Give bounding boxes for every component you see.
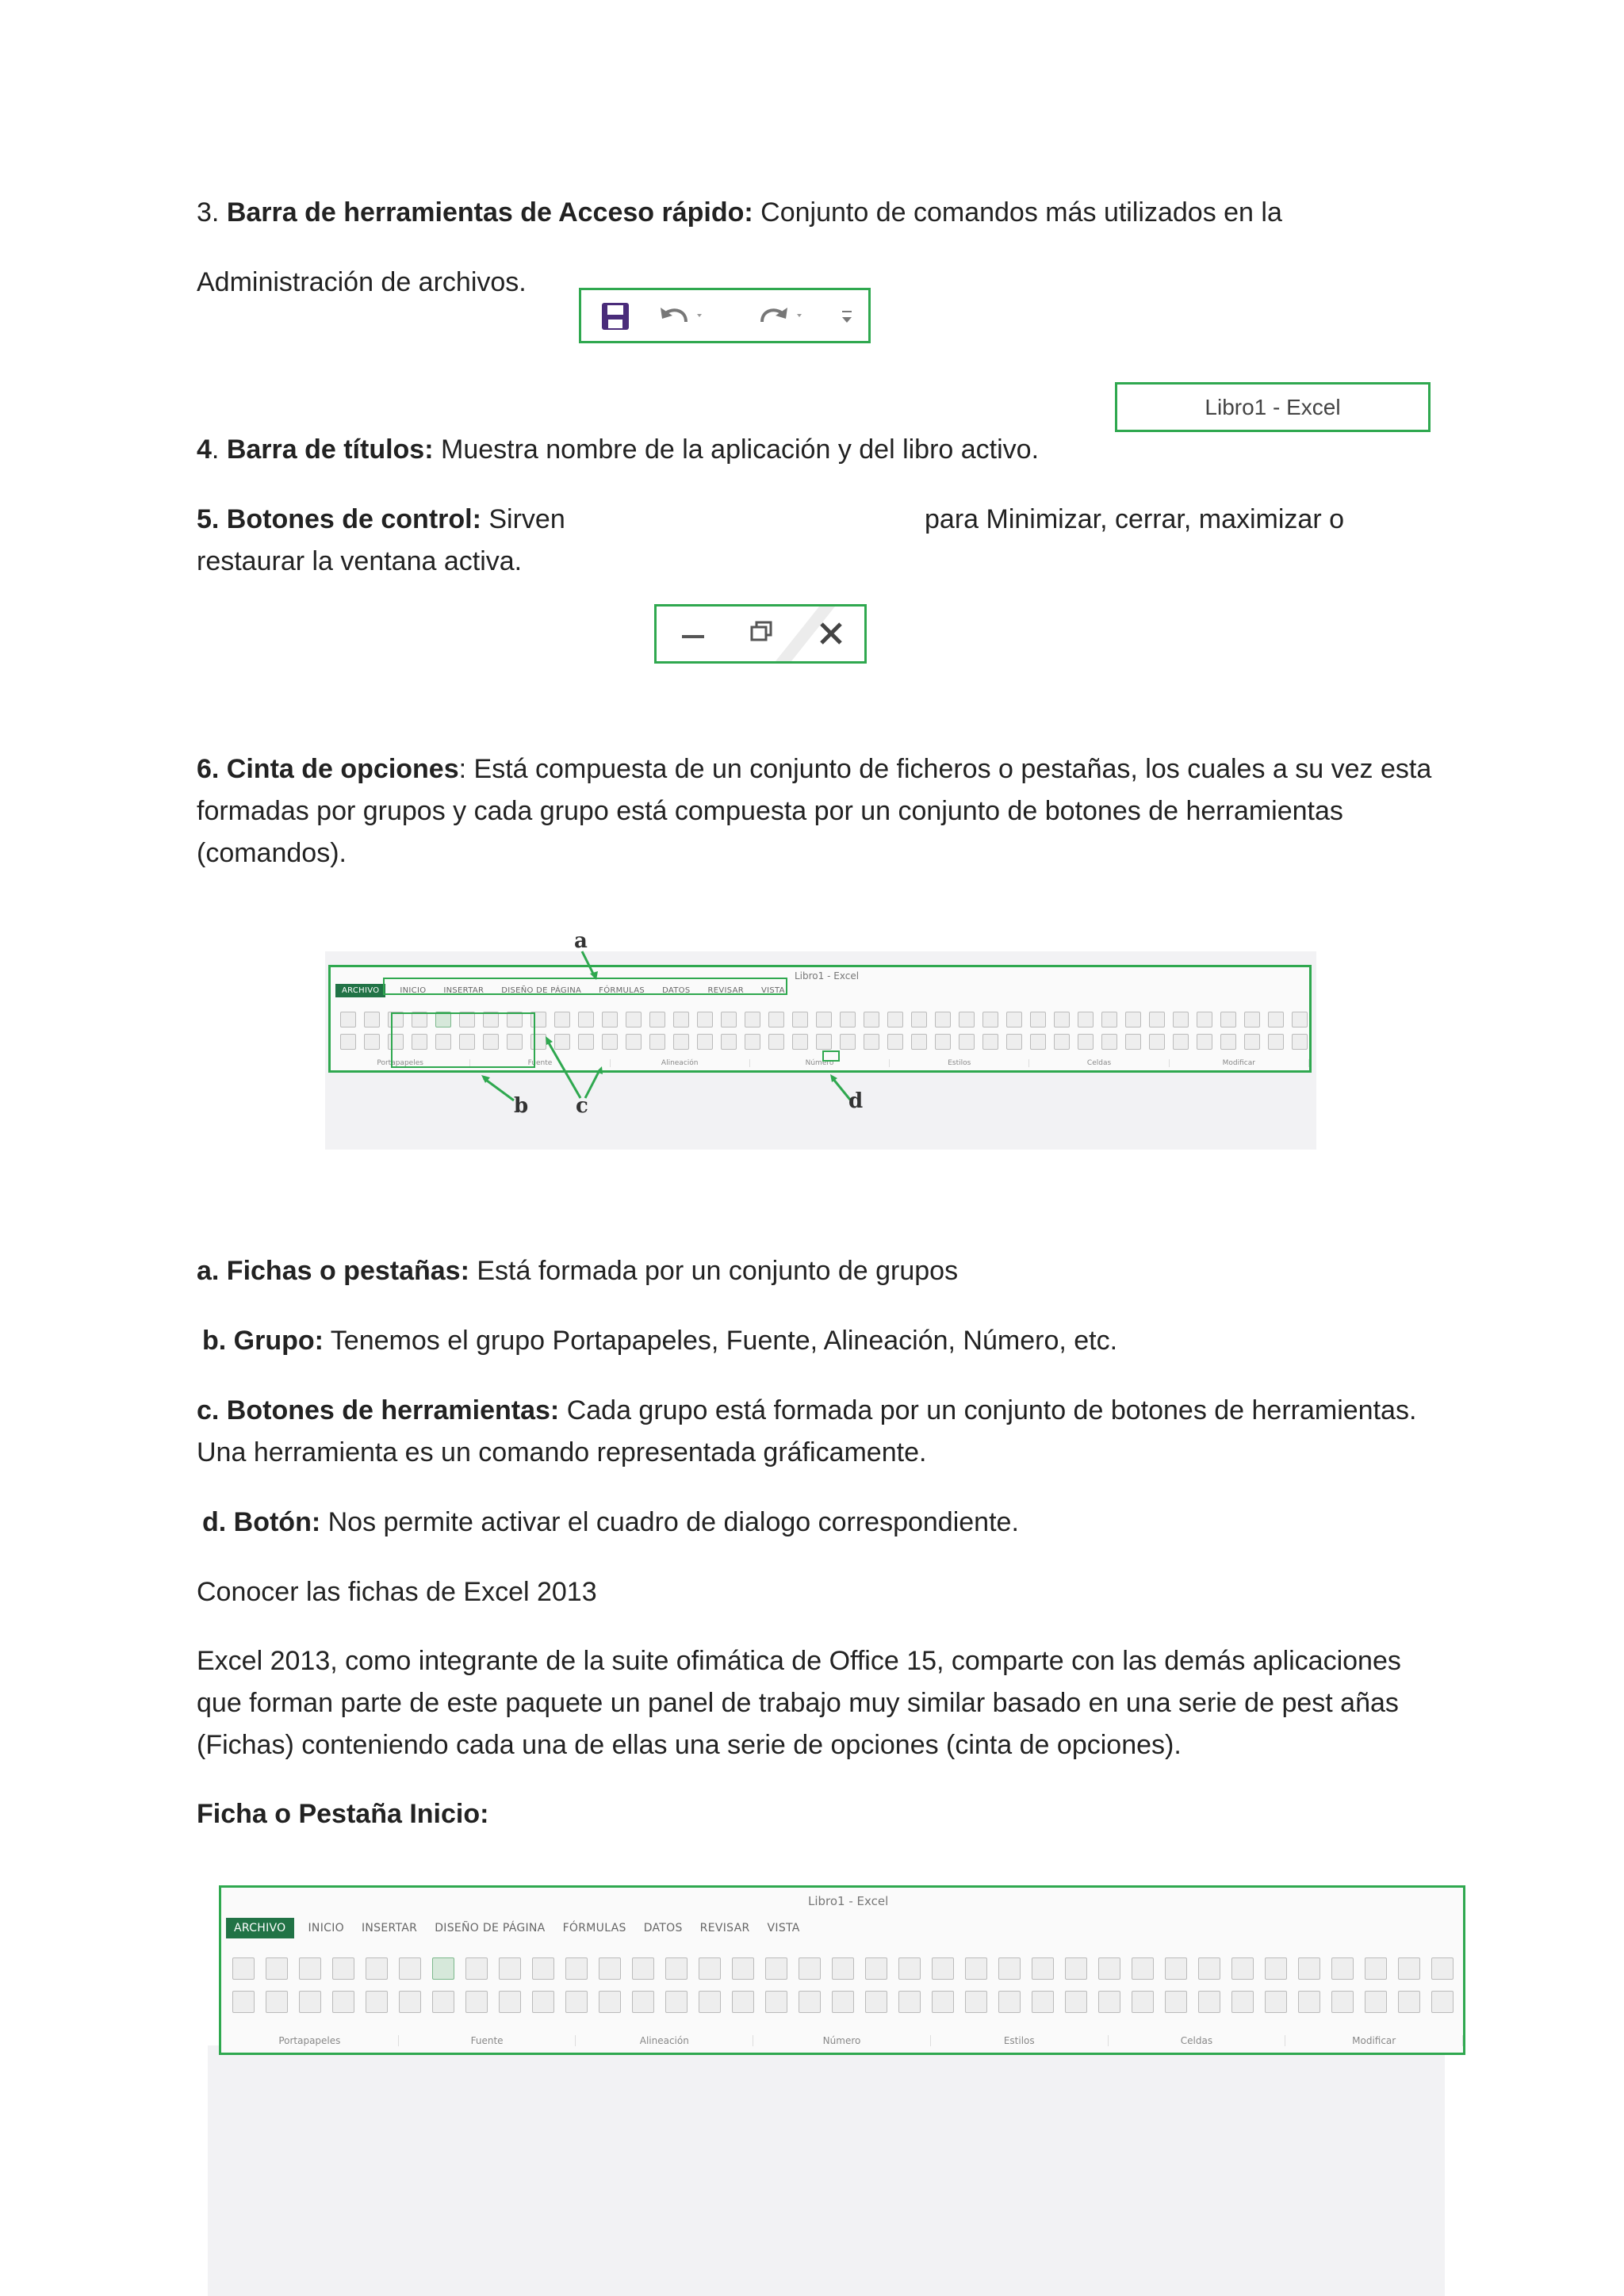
redo-icon — [762, 308, 802, 322]
def-c-line1 — [197, 1390, 1416, 1432]
item4-dot: . — [211, 434, 220, 465]
def-b-text: Tenemos el grupo Portapapeles, Fuente, Alineación, Número, etc. — [323, 1326, 1118, 1356]
group2-fuente: Fuente — [399, 2035, 576, 2046]
item6-title: 6. Cinta de opciones — [197, 754, 459, 784]
save-icon — [602, 303, 629, 330]
item6-text: : Está compuesta de un conjunto de ficheros o pestañas, los cuales a su vez esta — [458, 754, 1432, 784]
item4-line — [197, 429, 1039, 471]
ribbon2-tabs — [221, 1916, 1463, 1940]
callout-dialog-box — [823, 1051, 839, 1061]
callout-label-b: b — [514, 1094, 529, 1118]
tab-datos[interactable]: DATOS — [662, 985, 691, 995]
item3-text: Conjunto de comandos más utilizados en la — [753, 197, 1282, 228]
group2-numero: Número — [753, 2035, 931, 2046]
def-b — [202, 1320, 1117, 1362]
item5-line1b: para Minimizar, cerrar, maximizar o — [925, 504, 1345, 534]
tab2-formulas[interactable]: FÓRMULAS — [562, 1922, 626, 1934]
group-alineacion: Alineación — [611, 1059, 750, 1067]
group-modificar: Modificar — [1170, 1059, 1309, 1067]
group2-portapapeles: Portapapeles — [221, 2035, 399, 2046]
tab-diseno[interactable]: DISEÑO DE PÁGINA — [501, 985, 582, 995]
title-bar-image — [1115, 382, 1431, 432]
tab-file[interactable]: ARCHIVO — [335, 984, 385, 997]
def-d-title: d. Botón: — [202, 1507, 321, 1537]
tab2-diseno[interactable]: DISEÑO DE PÁGINA — [435, 1922, 546, 1934]
item4-text: Muestra nombre de la aplicación y del libro activo. — [433, 434, 1040, 465]
minimize-icon — [682, 635, 704, 638]
group2-modificar: Modificar — [1285, 2035, 1463, 2046]
tab2-insertar[interactable]: INSERTAR — [361, 1922, 418, 1934]
ribbon2-buttons-row2 — [232, 1991, 1465, 2013]
tab-formulas[interactable]: FÓRMULAS — [599, 985, 645, 995]
item6-line2: formadas por grupos y cada grupo está compuesta por un conjunto de botones de herramientas — [197, 796, 1343, 826]
def-c-title: c. Botones de herramientas: — [197, 1395, 560, 1425]
ribbon2-groups — [221, 2035, 1463, 2046]
callout-tabs-box — [384, 978, 787, 994]
group-portapapeles: Portapapeles — [331, 1059, 470, 1067]
tab-inicio[interactable]: INICIO — [400, 985, 427, 995]
group-celdas: Celdas — [1029, 1059, 1169, 1067]
def-c-text: Cada grupo está formada por un conjunto de botones de herramientas. — [559, 1395, 1417, 1425]
title-bar-text: Libro1 - Excel — [1205, 394, 1341, 419]
item6-line1 — [197, 748, 1431, 790]
item4-number: 4 — [197, 434, 212, 465]
def-a — [197, 1250, 958, 1292]
group-numero: Número — [750, 1059, 890, 1067]
group-fuente: Fuente — [470, 1059, 610, 1067]
item6-line3: (comandos). — [197, 838, 347, 868]
ribbon2-window-title: Libro1 - Excel — [808, 1894, 889, 1908]
inicio-heading — [197, 1793, 488, 1835]
ribbon-window-title: Libro1 - Excel — [795, 970, 860, 982]
ribbon-callouts — [325, 928, 1316, 1142]
def-a-title: a. Fichas o pestañas: — [197, 1256, 469, 1286]
def-d-text: Nos permite activar el cuadro de dialogo correspondiente. — [320, 1507, 1019, 1537]
def-a-text: Está formada por un conjunto de grupos — [469, 1256, 959, 1286]
tab2-revisar[interactable]: REVISAR — [699, 1922, 750, 1934]
tab2-vista[interactable]: VISTA — [767, 1922, 800, 1934]
group2-celdas: Celdas — [1109, 2035, 1286, 2046]
def-c-line2: Una herramienta es un comando representada gráficamente. — [197, 1437, 927, 1468]
ribbon-inicio-image — [219, 1885, 1465, 2055]
conocer-heading: Conocer las fichas de Excel 2013 — [197, 1577, 597, 1607]
group2-estilos: Estilos — [931, 2035, 1109, 2046]
undo-icon — [661, 308, 702, 322]
item3-line2: Administración de archivos. — [197, 267, 527, 297]
def-d — [202, 1502, 1019, 1544]
item3-line1 — [197, 192, 1282, 234]
inicio-heading-text: Ficha o Pestaña Inicio: — [197, 1799, 489, 1829]
item5-line2: restaurar la ventana activa. — [197, 546, 523, 576]
tab-revisar[interactable]: REVISAR — [707, 985, 744, 995]
group2-alineacion: Alineación — [576, 2035, 753, 2046]
callout-label-a: a — [574, 929, 588, 953]
item5-title: 5. Botones de control: — [197, 504, 481, 534]
close-icon — [822, 624, 841, 643]
bottom-shadow — [208, 2045, 1445, 2296]
para-line2: que forman parte de este paquete un panel de trabajo muy similar basado en una serie de pest añas — [197, 1688, 1399, 1718]
para-line3: (Fichas) conteniendo cada una de ellas una serie de opciones (cinta de opciones). — [197, 1730, 1182, 1760]
tab2-inicio[interactable]: INICIO — [308, 1922, 344, 1934]
tab-vista[interactable]: VISTA — [760, 985, 785, 995]
restore-icon — [752, 622, 771, 640]
callout-label-c: c — [576, 1094, 588, 1118]
ribbon2-buttons-row1 — [232, 1957, 1465, 1980]
callout-label-d: d — [848, 1089, 864, 1113]
tab-insertar[interactable]: INSERTAR — [443, 985, 485, 995]
tab2-file[interactable]: ARCHIVO — [226, 1918, 294, 1938]
def-b-title: b. Grupo: — [202, 1326, 324, 1356]
control-buttons-image — [654, 604, 867, 664]
item3-title: Barra de herramientas de Acceso rápido: — [226, 197, 753, 228]
item5-text-a: Sirven — [481, 504, 565, 534]
customize-icon — [842, 311, 852, 323]
quick-access-toolbar-image — [579, 288, 871, 343]
para-line1: Excel 2013, como integrante de la suite ofimática de Office 15, comparte con las demás aplicaciones — [197, 1646, 1401, 1676]
tab2-datos[interactable]: DATOS — [643, 1922, 683, 1934]
item4-title: Barra de títulos: — [219, 434, 434, 465]
item3-number: 3. — [197, 197, 227, 228]
callout-group-box — [392, 1013, 534, 1067]
group-estilos: Estilos — [890, 1059, 1029, 1067]
item5-line1a — [197, 499, 565, 541]
